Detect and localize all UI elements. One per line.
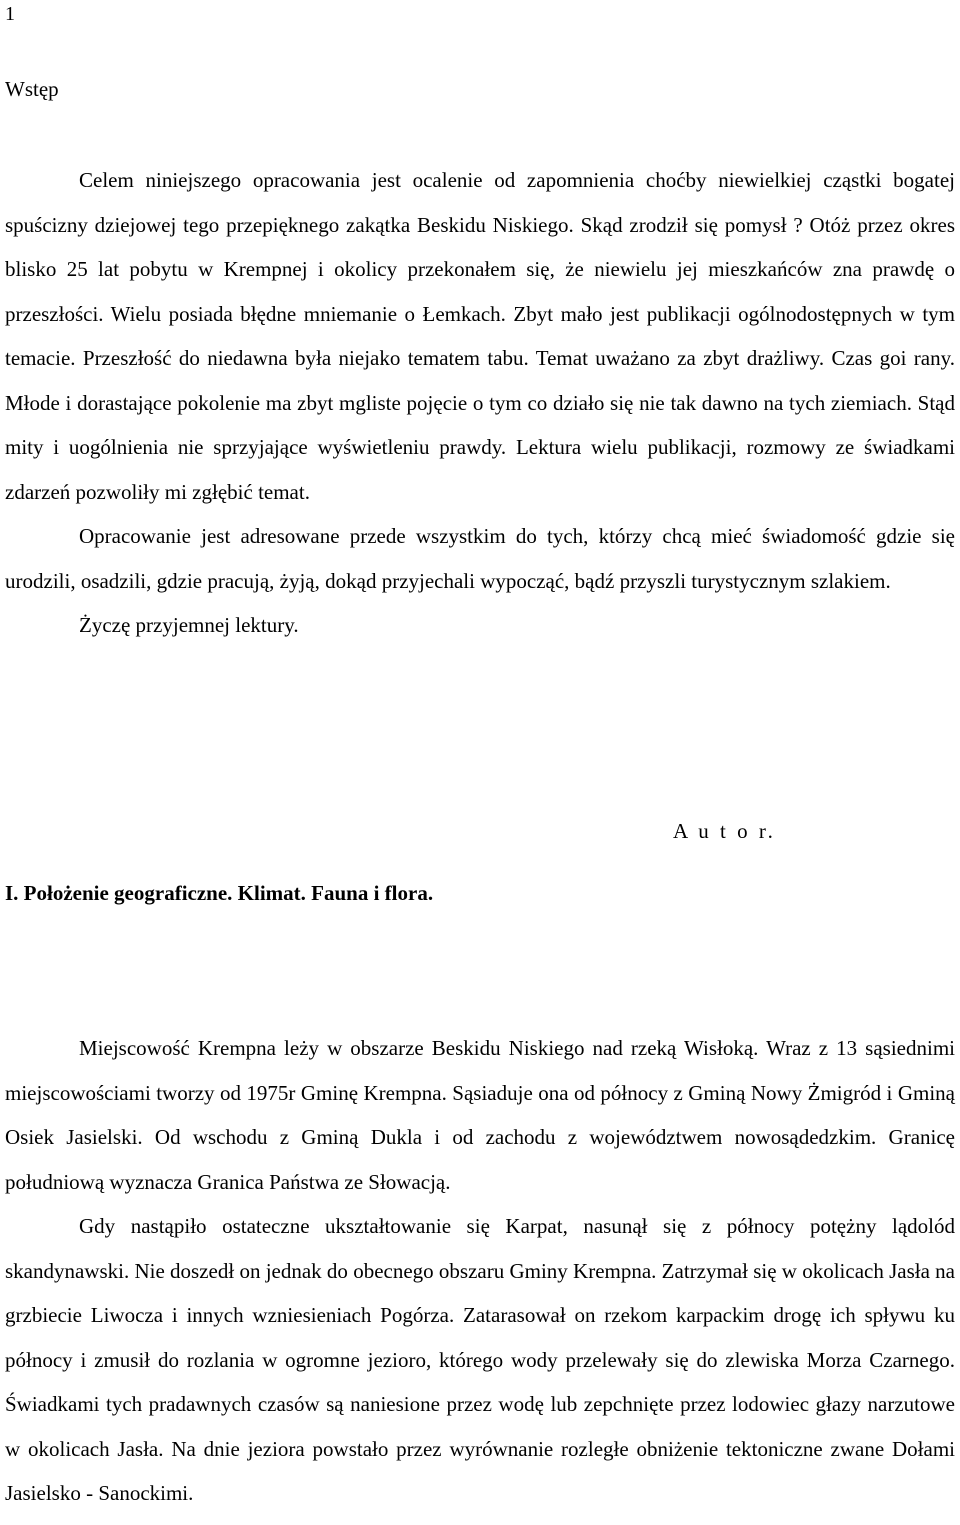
intro-paragraph-2: Opracowanie jest adresowane przede wszystkim do tych, którzy chcą mieć świadomość gdzie się urodzili, osadzili, gdzie pracują, żyją, dokąd przyjechali wypocząć, bądź przyszli turystycznym szlakiem.: [5, 524, 955, 593]
chapter-paragraph-1: Miejscowość Krempna leży w obszarze Beskidu Niskiego nad rzeką Wisłoką. Wraz z 13 sąsiednimi miejscowościami tworzy od 1975r Gminę Krempna. Sąsiaduje ona od północy z Gminą Nowy Żmigród i Gminą Osiek Jasielski. Od wschodu z Gminą Dukla i od zachodu z województwem nowosądedzkim. Granicę południową wyznacza Granica Państwa ze Słowacją.: [5, 1036, 955, 1194]
intro-paragraph-3: Życzę przyjemnej lektury.: [79, 613, 299, 637]
page-number: 1: [5, 3, 15, 25]
chapter-paragraph-2: Gdy nastąpiło ostateczne ukształtowanie się Karpat, nasunął się z północy potężny lądolód skandynawski. Nie doszedł on jednak do obecnego obszaru Gminy Krempna. Zatrzymał się w okolicach Jasła na grzbiecie Liwocza i innych wzniesieniach Pogórza. Zatarasował on rzekom karpackim drogę ich spływu ku północy i zmusił do rozlania w ogromne jezioro, którego wody przelewały się do zlewiska Morza Czarnego. Świadkami tych pradawnych czasów są naniesione przez wodę lub zepchnięte przez lodowiec głazy narzutowe w okolicach Jasła. Na dnie jeziora powstało przez wyrównanie rozległe obniżenie tektoniczne zwane Dołami Jasielsko - Sanockimi.: [5, 1214, 955, 1505]
intro-section: [5, 158, 955, 648]
chapter-section: [5, 1026, 955, 1516]
intro-paragraph-1: Celem niniejszego opracowania jest ocalenie od zapomnienia choćby niewielkiej cząstki bogatej spuścizny dziejowej tego przepięknego zakątka Beskidu Niskiego. Skąd zrodził się pomysł ? Otóż przez okres blisko 25 lat pobytu w Krempnej i okolicy przekonałem się, że niewielu jej mieszkańców zna prawdę o przeszłości. Wielu posiada błędne mniemanie o Łemkach. Zbyt mało jest publikacji ogólnodostępnych w tym temacie. Przeszłość do niedawna była niejako tematem tabu. Temat uważano za zbyt drażliwy. Czas goi rany. Młode i dorastające pokolenie ma zbyt mgliste pojęcie o tym co działo się nie tak dawno na tych ziemiach. Stąd mity i uogólnienia nie sprzyjające wyświetleniu prawdy. Lektura wielu publikacji, rozmowy ze świadkami zdarzeń pozwoliły mi zgłębić temat.: [5, 168, 955, 504]
chapter-heading: I. Położenie geograficzne. Klimat. Fauna i flora.: [5, 881, 434, 905]
author-signature: A u t o r.: [673, 819, 776, 843]
intro-heading: Wstęp: [5, 77, 59, 101]
